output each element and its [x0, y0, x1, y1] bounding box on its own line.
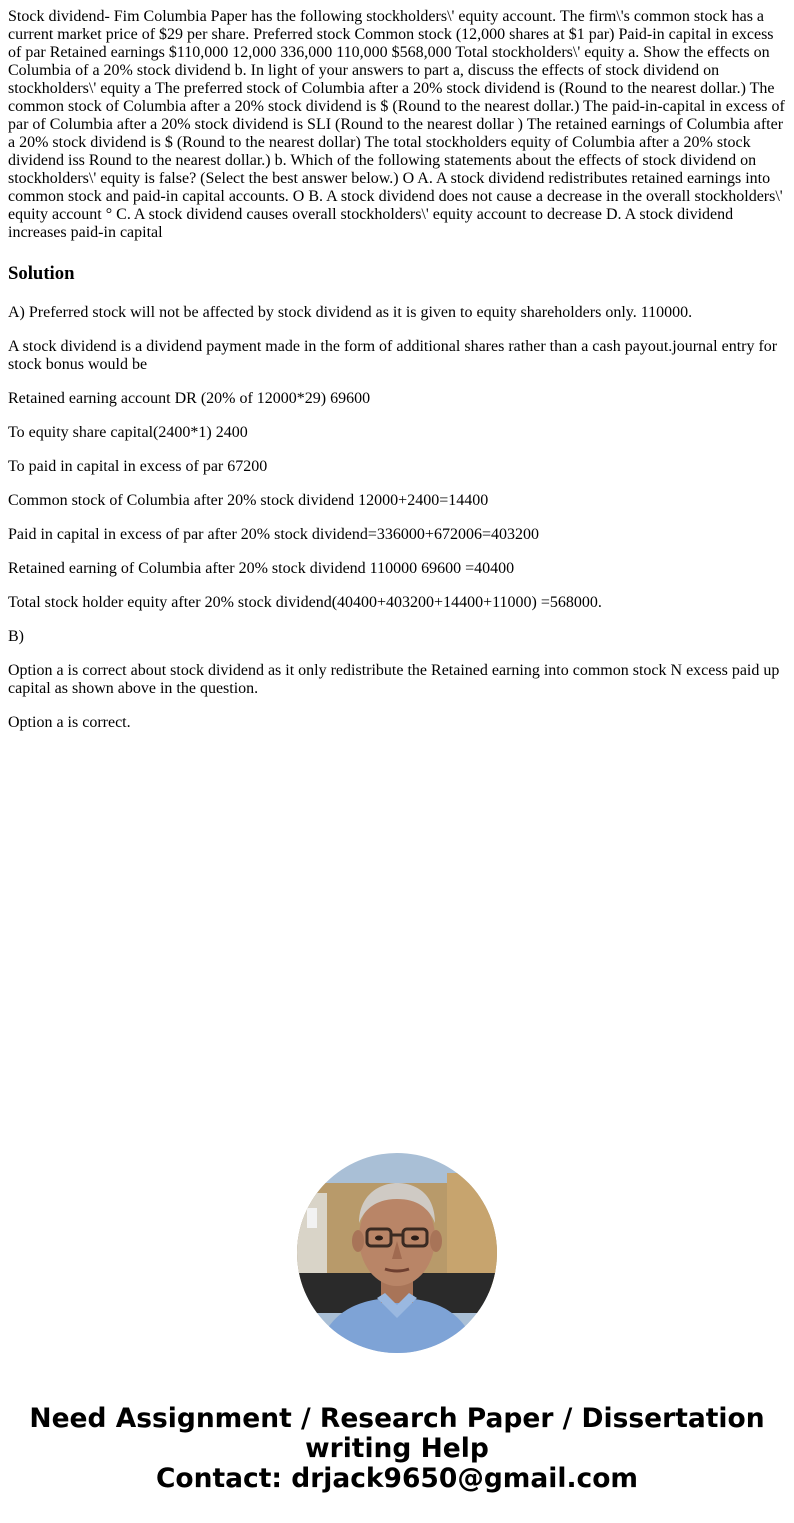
solution-heading: Solution	[8, 263, 75, 284]
question-text: Stock dividend- Fim Columbia Paper has the following stockholders\' equity account. The firm\'s common stock has a current market price of $29 per share. Preferred stock Common stock (12,000 shares at $1 par) Paid-in capital in excess of par Retained earnings $110,000 12,000 336,000 110,000 $568,000 Total stockholders\' equity a. Show the effects on Columbia of a 20% stock dividend b. In light of your answers to part a, discuss the effects of stock dividend on stockholders\' equity a The preferred stock of Columbia after a 20% stock dividend is (Round to the nearest dollar.) The common stock of Columbia after a 20% stock dividend is $ (Round to the nearest dollar.) The paid-in-capital in excess of par of Columbia after a 20% stock dividend is SLI (Round to the nearest dollar ) The retained earnings of Columbia after a 20% stock dividend is $ (Round to the nearest dollar) The total stockholders equity of Columbia after a 20% stock dividend iss Round to the nearest dollar.) b. Which of the following statements about the effects of stock dividend on stockholders\' equity is false? (Select the best answer below.) O A. A stock dividend redistributes retained earnings into common stock and paid-in capital accounts. O B. A stock dividend does not cause a decrease in the overall stockholders\' equity account ° C. A stock dividend causes overall stockholders\' equity account to decrease D. A stock dividend increases paid-in capital	[8, 8, 785, 241]
promo-line: Need Assignment / Research Paper / Dissertation	[29, 1403, 765, 1434]
solution-paragraph: Common stock of Columbia after 20% stock dividend 12000+2400=14400	[8, 492, 489, 509]
document-body	[8, 8, 786, 748]
solution-paragraph: A) Preferred stock will not be affected by stock dividend as it is given to equity shareholders only. 110000.	[8, 304, 693, 321]
solution-paragraph: Retained earning account DR (20% of 12000*29) 69600	[8, 390, 371, 407]
promo-banner	[0, 1404, 794, 1494]
solution-paragraph: A stock dividend is a dividend payment made in the form of additional shares rather than a cash payout.journal entry for stock bonus would be	[8, 338, 778, 373]
solution-paragraph: To paid in capital in excess of par 67200	[8, 458, 268, 475]
solution-paragraph: Retained earning of Columbia after 20% stock dividend 110000 69600 =40400	[8, 560, 515, 577]
author-portrait-image	[297, 1153, 497, 1353]
promo-line: writing Help	[305, 1433, 489, 1464]
solution-paragraph: B)	[8, 628, 24, 645]
solution-paragraph: To equity share capital(2400*1) 2400	[8, 424, 248, 441]
author-avatar	[297, 1153, 497, 1353]
promo-contact: Contact: drjack9650@gmail.com	[155, 1463, 639, 1494]
solution-paragraph: Paid in capital in excess of par after 20% stock dividend=336000+672006=403200	[8, 526, 539, 543]
solution-paragraph: Option a is correct.	[8, 714, 131, 731]
solution-paragraph: Total stock holder equity after 20% stock dividend(40400+403200+14400+11000) =568000.	[8, 594, 602, 611]
solution-paragraph: Option a is correct about stock dividend as it only redistribute the Retained earning into common stock N excess paid up capital as shown above in the question.	[8, 662, 780, 697]
